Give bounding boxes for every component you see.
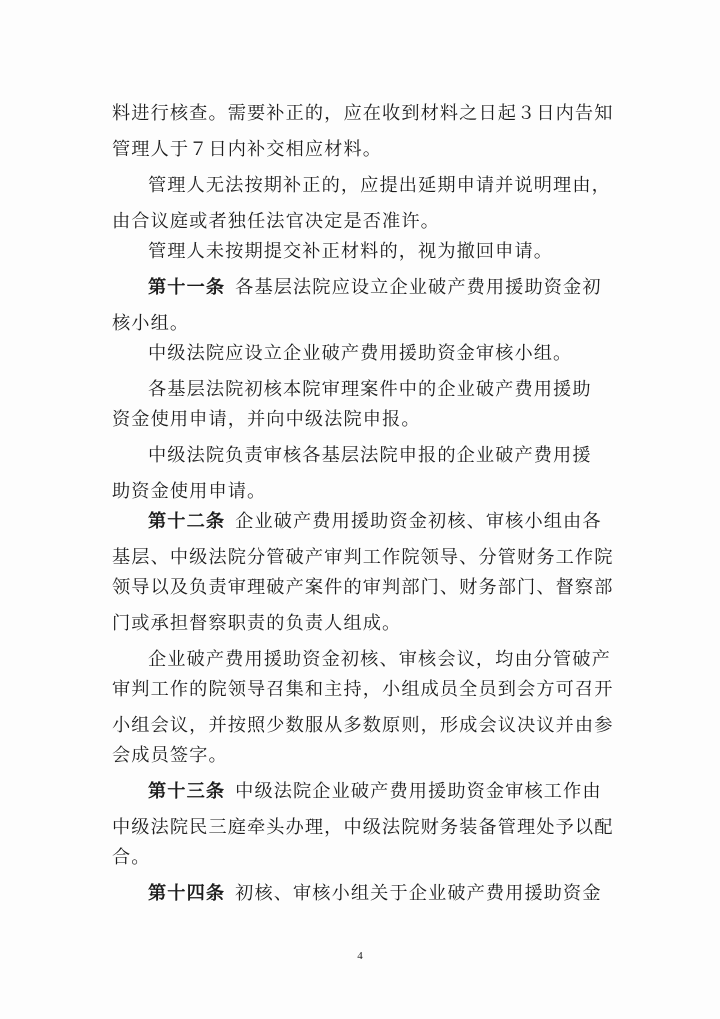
page-number: 4	[357, 950, 363, 962]
text-line: 助资金使用申请。	[112, 481, 267, 502]
text-line: 小组会议，并按照少数服从多数原则，形成会议决议并由参	[112, 715, 614, 736]
text-line: 中级法院应设立企业破产费用援助资金审核小组。	[148, 343, 573, 364]
text-line: 会成员签字。	[112, 745, 228, 766]
text-line: 管理人无法按期补正的，应提出延期申请并说明理由，	[148, 175, 611, 196]
article-heading: 第十一条	[148, 277, 226, 298]
text-line: 管理人于７日内补交相应材料。	[112, 139, 383, 160]
article-line: 第十四条 初核、审核小组关于企业破产费用援助资金	[148, 883, 602, 904]
text-line: 基层、中级法院分管破产审判工作院领导、分管财务工作院	[112, 547, 614, 568]
article-heading: 第十四条	[148, 883, 226, 904]
article-line: 第十一条 各基层法院应设立企业破产费用援助资金初	[148, 277, 602, 298]
text-line: 由合议庭或者独任法官决定是否准许。	[112, 211, 440, 232]
text-line: 管理人未按期提交补正材料的，视为撤回申请。	[148, 241, 554, 262]
text-line: 核小组。	[112, 313, 190, 334]
text-line: 料进行核查。需要补正的，应在收到材料之日起３日内告知	[112, 103, 614, 124]
text-line: 审判工作的院领导召集和主持，小组成员全员到会方可召开	[112, 679, 614, 700]
text-line: 领导以及负责审理破产案件的审判部门、财务部门、督察部	[112, 577, 614, 598]
text-line: 企业破产费用援助资金初核、审核会议，均由分管破产	[148, 649, 611, 670]
text-line: 中级法院负责审核各基层法院申报的企业破产费用援	[148, 445, 592, 466]
article-heading: 第十二条	[148, 511, 226, 532]
article-line: 第十三条 中级法院企业破产费用援助资金审核工作由	[148, 781, 602, 802]
text-line: 各基层法院初核本院审理案件中的企业破产费用援助	[148, 379, 592, 400]
text-line: 门或承担督察职责的负责人组成。	[112, 613, 402, 634]
article-line: 第十二条 企业破产费用援助资金初核、审核小组由各	[148, 511, 602, 532]
text-line: 合。	[112, 847, 151, 868]
article-heading: 第十三条	[148, 781, 226, 802]
text-line: 中级法院民三庭牵头办理，中级法院财务装备管理处予以配	[112, 817, 614, 838]
text-line: 资金使用申请，并向中级法院申报。	[112, 409, 421, 430]
